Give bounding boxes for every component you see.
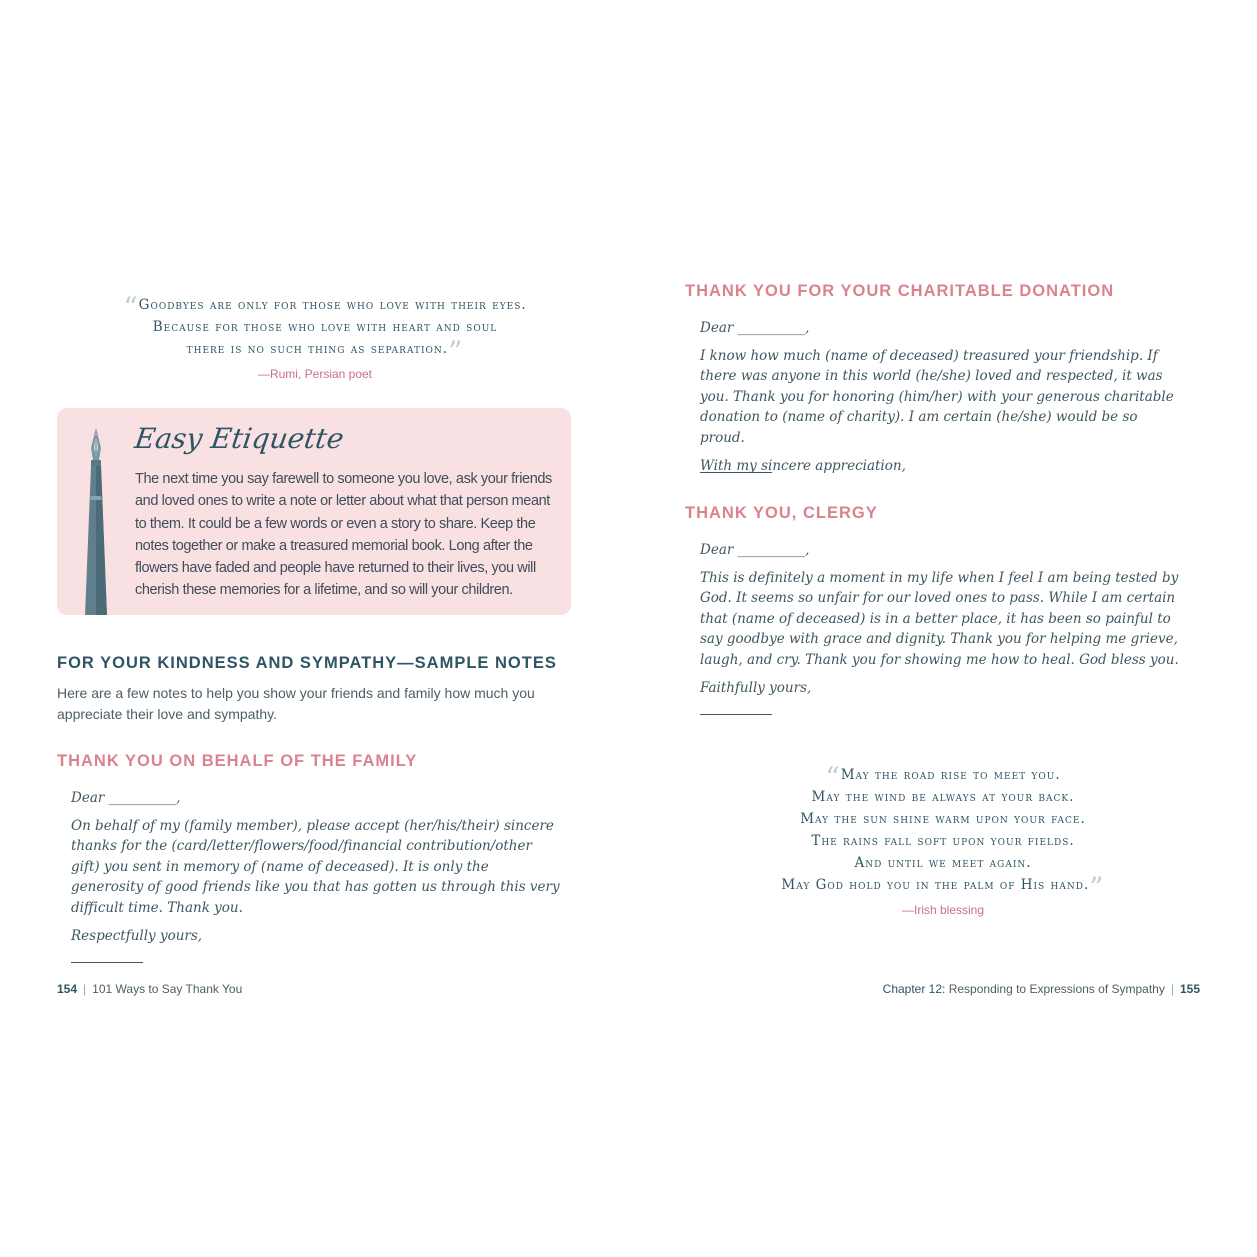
rumi-quote: [60, 291, 590, 368]
quote-line: there is no such thing as separation.”: [186, 335, 464, 368]
signature-line: [700, 472, 772, 473]
quote-line: “Goodbyes are only for those who love with their eyes.: [123, 291, 527, 324]
close-quote-icon: ”: [1089, 871, 1105, 904]
left-footer: [57, 982, 242, 996]
left-page: [0, 0, 628, 1257]
note-salutation: Dear __________,: [700, 542, 810, 558]
footer-divider: |: [1170, 982, 1174, 996]
open-quote-icon: “: [123, 291, 139, 324]
right-footer: [883, 982, 1200, 996]
page-number: 155: [1179, 982, 1200, 996]
note-body: This is definitely a moment in my life when I feel I am being tested by God. It seems so unfair for our loved ones to pass. While I am certain that (name of deceased) is in a better place, it has been so painful to say goodbye with grace and dignity. Thank you for helping me grieve, laugh, and cry. Thank you for showing me how to heal. God bless you.: [700, 569, 1179, 668]
quote-line: “May the road rise to meet you.: [825, 761, 1061, 794]
quote-line: May the sun shine warm upon your face.: [800, 811, 1086, 827]
etiquette-body: The next time you say farewell to someone you love, ask your friends and loved ones to write a note or letter about what that person meant to them. It could be a few words or even a story to share. Keep the notes together or make a treasured memorial book. Long after the flowers have faded and people have returned to their lives, you will cherish these memories for a lifetime, and so will your children.: [135, 471, 552, 599]
section-intro: Here are a few notes to help you show your friends and family how much you appreciate their love and sympathy.: [57, 685, 535, 722]
chapter-title: Responding to Expressions of Sympathy: [948, 982, 1165, 996]
rumi-attribution: —Rumi, Persian poet: [257, 367, 373, 381]
clergy-note: [700, 540, 1180, 705]
note-body: On behalf of my (family member), please accept (her/his/their) sincere thanks for the (card/letter/flowers/food/financial contribution/other gift) you sent in memory of (name of deceased). It is only the generosity of good friends like you that has gotten us through this very difficult time. Thank you.: [71, 817, 560, 916]
close-quote-icon: ”: [448, 335, 464, 368]
note-salutation: Dear __________,: [700, 320, 810, 336]
chapter-label: Chapter 12:: [882, 982, 946, 996]
section-heading: FOR YOUR KINDNESS AND SYMPATHY—SAMPLE NOTES: [57, 654, 557, 672]
family-note: [71, 788, 561, 953]
etiquette-title: Easy Etiquette: [132, 422, 346, 455]
charity-note: [700, 318, 1180, 483]
note-closing: With my sincere appreciation,: [700, 457, 906, 474]
family-note-heading: THANK YOU ON BEHALF OF THE FAMILY: [57, 752, 418, 770]
irish-blessing-quote: [668, 761, 1218, 904]
quote-line: The rains fall soft upon your fields.: [811, 833, 1075, 849]
quote-line: Because for those who love with heart and soul: [152, 319, 498, 335]
charity-note-heading: THANK YOU FOR YOUR CHARITABLE DONATION: [685, 282, 1115, 300]
clergy-note-heading: THANK YOU, CLERGY: [685, 504, 878, 522]
note-closing: Respectfully yours,: [71, 927, 203, 944]
quote-line: And until we meet again.: [854, 855, 1032, 871]
etiquette-box: [57, 408, 571, 615]
footer-divider: |: [83, 982, 87, 996]
right-page: [628, 0, 1257, 1257]
quote-line: May the wind be always at your back.: [811, 789, 1075, 805]
note-salutation: Dear __________,: [71, 790, 181, 806]
book-title: 101 Ways to Say Thank You: [92, 982, 243, 996]
signature-line: [71, 962, 143, 963]
fountain-pen-icon: [79, 426, 113, 615]
note-closing: Faithfully yours,: [700, 679, 812, 696]
note-body: I know how much (name of deceased) treasured your friendship. If there was anyone in this world (he/she) loved and respected, it was you. Thank you for honoring (him/her) with your generous charitable donation to (name of charity). I am certain (he/she) would be so proud.: [700, 347, 1174, 446]
quote-line: May God hold you in the palm of His hand.”: [781, 871, 1105, 904]
open-quote-icon: “: [825, 761, 841, 794]
page-number: 154: [57, 982, 78, 996]
signature-line: [700, 714, 772, 715]
irish-attribution: —Irish blessing: [901, 903, 985, 917]
